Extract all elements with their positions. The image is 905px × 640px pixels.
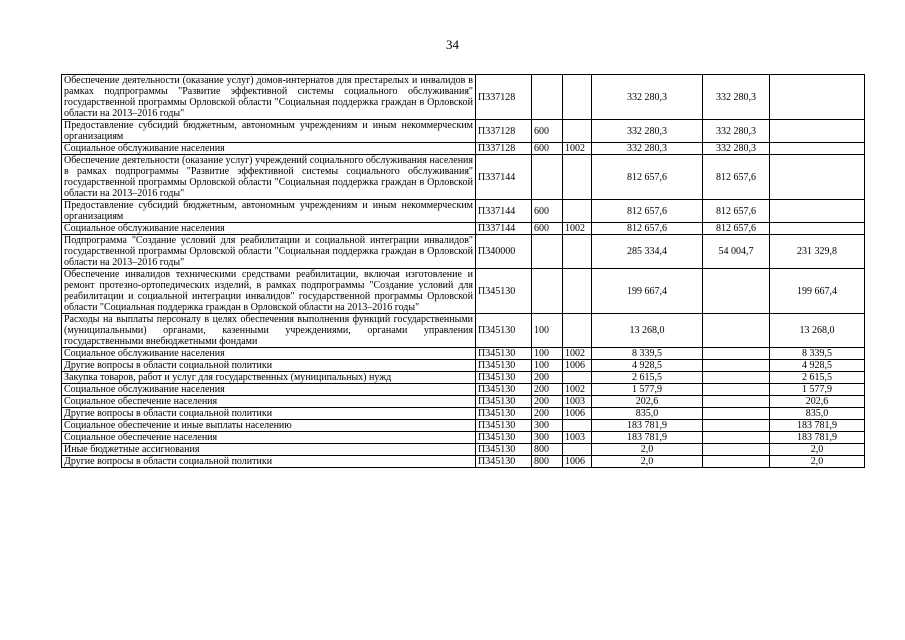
row-name-cell: Закупка товаров, работ и услуг для государственных (муниципальных) нужд	[62, 372, 476, 384]
amount-column-2-cell	[703, 360, 770, 372]
expense-type-cell: 100	[532, 360, 563, 372]
target-code-cell: П345130	[476, 396, 532, 408]
table-row	[62, 235, 865, 269]
amount-column-2-cell	[703, 372, 770, 384]
table-row	[62, 456, 865, 468]
section-code-cell	[563, 155, 592, 200]
total-amount-cell: 2,0	[592, 444, 703, 456]
expense-type-cell: 600	[532, 200, 563, 223]
amount-column-2-cell: 332 280,3	[703, 120, 770, 143]
expense-type-cell: 800	[532, 444, 563, 456]
amount-column-3-cell	[770, 143, 865, 155]
amount-column-3-cell	[770, 120, 865, 143]
table-row	[62, 372, 865, 384]
expense-type-cell	[532, 269, 563, 314]
row-name-cell: Социальное обеспечение и иные выплаты населению	[62, 420, 476, 432]
section-code-cell: 1006	[563, 408, 592, 420]
target-code-cell: П337144	[476, 155, 532, 200]
row-name-cell: Иные бюджетные ассигнования	[62, 444, 476, 456]
total-amount-cell: 812 657,6	[592, 155, 703, 200]
amount-column-3-cell: 4 928,5	[770, 360, 865, 372]
row-name-cell: Расходы на выплаты персоналу в целях обеспечения выполнения функций государственными (муниципальными) органами, казенными учреждениями, органами управления государственными внебюджетными фондами	[62, 314, 476, 348]
expense-type-cell: 100	[532, 348, 563, 360]
table-row	[62, 269, 865, 314]
section-code-cell: 1002	[563, 384, 592, 396]
amount-column-2-cell: 332 280,3	[703, 75, 770, 120]
row-name-cell: Социальное обслуживание населения	[62, 143, 476, 155]
target-code-cell: П345130	[476, 444, 532, 456]
expense-type-cell	[532, 155, 563, 200]
total-amount-cell: 812 657,6	[592, 200, 703, 223]
row-name-cell: Другие вопросы в области социальной политики	[62, 456, 476, 468]
row-name-cell: Социальное обслуживание населения	[62, 384, 476, 396]
expense-type-cell: 300	[532, 420, 563, 432]
table-row	[62, 396, 865, 408]
total-amount-cell: 13 268,0	[592, 314, 703, 348]
table-body	[62, 75, 865, 468]
target-code-cell: П337144	[476, 223, 532, 235]
total-amount-cell: 1 577,9	[592, 384, 703, 396]
section-code-cell: 1002	[563, 143, 592, 155]
amount-column-3-cell: 183 781,9	[770, 420, 865, 432]
table-row	[62, 200, 865, 223]
amount-column-2-cell	[703, 408, 770, 420]
amount-column-3-cell: 13 268,0	[770, 314, 865, 348]
target-code-cell: П337128	[476, 120, 532, 143]
table-row	[62, 143, 865, 155]
expense-type-cell: 100	[532, 314, 563, 348]
target-code-cell: П345130	[476, 314, 532, 348]
amount-column-3-cell: 231 329,8	[770, 235, 865, 269]
row-name-cell: Другие вопросы в области социальной политики	[62, 408, 476, 420]
amount-column-2-cell: 812 657,6	[703, 155, 770, 200]
total-amount-cell: 183 781,9	[592, 420, 703, 432]
row-name-cell: Социальное обслуживание населения	[62, 223, 476, 235]
expense-type-cell: 300	[532, 432, 563, 444]
total-amount-cell: 202,6	[592, 396, 703, 408]
table-row	[62, 420, 865, 432]
amount-column-3-cell	[770, 155, 865, 200]
section-code-cell: 1003	[563, 432, 592, 444]
expense-type-cell: 600	[532, 223, 563, 235]
section-code-cell: 1003	[563, 396, 592, 408]
amount-column-2-cell	[703, 269, 770, 314]
target-code-cell: П345130	[476, 456, 532, 468]
row-name-cell: Обеспечение деятельности (оказание услуг) домов-интернатов для престарелых и инвалидов в рамках подпрограммы "Развитие эффективной системы социального обслуживания" государственной программы Орловской области "Социальная поддержка граждан в Орловской области на 2013–2016 годы"	[62, 75, 476, 120]
row-name-cell: Социальное обеспечение населения	[62, 396, 476, 408]
total-amount-cell: 285 334,4	[592, 235, 703, 269]
target-code-cell: П345130	[476, 372, 532, 384]
section-code-cell	[563, 235, 592, 269]
amount-column-3-cell: 835,0	[770, 408, 865, 420]
amount-column-3-cell	[770, 75, 865, 120]
section-code-cell	[563, 269, 592, 314]
target-code-cell: П345130	[476, 432, 532, 444]
total-amount-cell: 4 928,5	[592, 360, 703, 372]
table-row	[62, 314, 865, 348]
section-code-cell: 1006	[563, 456, 592, 468]
expense-type-cell: 600	[532, 143, 563, 155]
amount-column-2-cell	[703, 420, 770, 432]
table-row	[62, 432, 865, 444]
amount-column-2-cell: 54 004,7	[703, 235, 770, 269]
target-code-cell: П345130	[476, 348, 532, 360]
target-code-cell: П345130	[476, 360, 532, 372]
table-row	[62, 360, 865, 372]
amount-column-3-cell: 8 339,5	[770, 348, 865, 360]
amount-column-2-cell	[703, 456, 770, 468]
row-name-cell: Социальное обеспечение населения	[62, 432, 476, 444]
total-amount-cell: 812 657,6	[592, 223, 703, 235]
total-amount-cell: 199 667,4	[592, 269, 703, 314]
section-code-cell	[563, 372, 592, 384]
expense-type-cell: 200	[532, 408, 563, 420]
target-code-cell: П337128	[476, 75, 532, 120]
row-name-cell: Обеспечение инвалидов техническими средствами реабилитации, включая изготовление и ремонт протезно-ортопедических изделий, в рамках подпрограммы "Создание условий для реабилитации и социальной интеграции инвалидов" государственной программы Орловской области "Социальная поддержка граждан в Орловской области на 2013–2016 годы"	[62, 269, 476, 314]
target-code-cell: П345130	[476, 408, 532, 420]
table-row	[62, 348, 865, 360]
expense-type-cell	[532, 235, 563, 269]
target-code-cell: П337128	[476, 143, 532, 155]
amount-column-2-cell	[703, 444, 770, 456]
amount-column-3-cell: 202,6	[770, 396, 865, 408]
table-row	[62, 75, 865, 120]
total-amount-cell: 332 280,3	[592, 143, 703, 155]
section-code-cell	[563, 120, 592, 143]
amount-column-2-cell	[703, 314, 770, 348]
amount-column-2-cell: 332 280,3	[703, 143, 770, 155]
table-row	[62, 223, 865, 235]
row-name-cell: Обеспечение деятельности (оказание услуг) учреждений социального обслуживания населения в рамках подпрограммы "Развитие эффективной системы социального обслуживания" государственной программы Орловской области "Социальная поддержка граждан в Орловской области на 2013–2016 годы"	[62, 155, 476, 200]
amount-column-3-cell: 1 577,9	[770, 384, 865, 396]
section-code-cell	[563, 314, 592, 348]
amount-column-3-cell: 199 667,4	[770, 269, 865, 314]
amount-column-2-cell: 812 657,6	[703, 223, 770, 235]
page-number: 34	[446, 37, 459, 52]
table-row	[62, 408, 865, 420]
amount-column-3-cell: 2,0	[770, 444, 865, 456]
budget-table	[61, 74, 865, 468]
table-row	[62, 120, 865, 143]
total-amount-cell: 2 615,5	[592, 372, 703, 384]
section-code-cell: 1002	[563, 348, 592, 360]
table-row	[62, 155, 865, 200]
expense-type-cell: 200	[532, 372, 563, 384]
amount-column-2-cell	[703, 396, 770, 408]
target-code-cell: П340000	[476, 235, 532, 269]
total-amount-cell: 183 781,9	[592, 432, 703, 444]
amount-column-2-cell	[703, 348, 770, 360]
amount-column-2-cell	[703, 384, 770, 396]
section-code-cell	[563, 420, 592, 432]
total-amount-cell: 835,0	[592, 408, 703, 420]
section-code-cell	[563, 75, 592, 120]
expense-type-cell: 200	[532, 384, 563, 396]
section-code-cell	[563, 200, 592, 223]
amount-column-2-cell	[703, 432, 770, 444]
table-row	[62, 384, 865, 396]
amount-column-2-cell: 812 657,6	[703, 200, 770, 223]
amount-column-3-cell: 2 615,5	[770, 372, 865, 384]
target-code-cell: П345130	[476, 384, 532, 396]
expense-type-cell: 200	[532, 396, 563, 408]
row-name-cell: Социальное обслуживание населения	[62, 348, 476, 360]
target-code-cell: П337144	[476, 200, 532, 223]
target-code-cell: П345130	[476, 269, 532, 314]
expense-type-cell: 800	[532, 456, 563, 468]
total-amount-cell: 332 280,3	[592, 120, 703, 143]
target-code-cell: П345130	[476, 420, 532, 432]
row-name-cell: Предоставление субсидий бюджетным, автономным учреждениям и иным некоммерческим организациям	[62, 120, 476, 143]
table-row	[62, 444, 865, 456]
amount-column-3-cell	[770, 223, 865, 235]
total-amount-cell: 332 280,3	[592, 75, 703, 120]
row-name-cell: Предоставление субсидий бюджетным, автономным учреждениям и иным некоммерческим организациям	[62, 200, 476, 223]
amount-column-3-cell	[770, 200, 865, 223]
amount-column-3-cell: 2,0	[770, 456, 865, 468]
section-code-cell	[563, 444, 592, 456]
total-amount-cell: 8 339,5	[592, 348, 703, 360]
expense-type-cell: 600	[532, 120, 563, 143]
amount-column-3-cell: 183 781,9	[770, 432, 865, 444]
row-name-cell: Другие вопросы в области социальной политики	[62, 360, 476, 372]
section-code-cell: 1006	[563, 360, 592, 372]
section-code-cell: 1002	[563, 223, 592, 235]
total-amount-cell: 2,0	[592, 456, 703, 468]
expense-type-cell	[532, 75, 563, 120]
row-name-cell: Подпрограмма "Создание условий для реабилитации и социальной интеграции инвалидов" государственной программы Орловской области "Социальная поддержка граждан в Орловской области на 2013–2016 годы"	[62, 235, 476, 269]
